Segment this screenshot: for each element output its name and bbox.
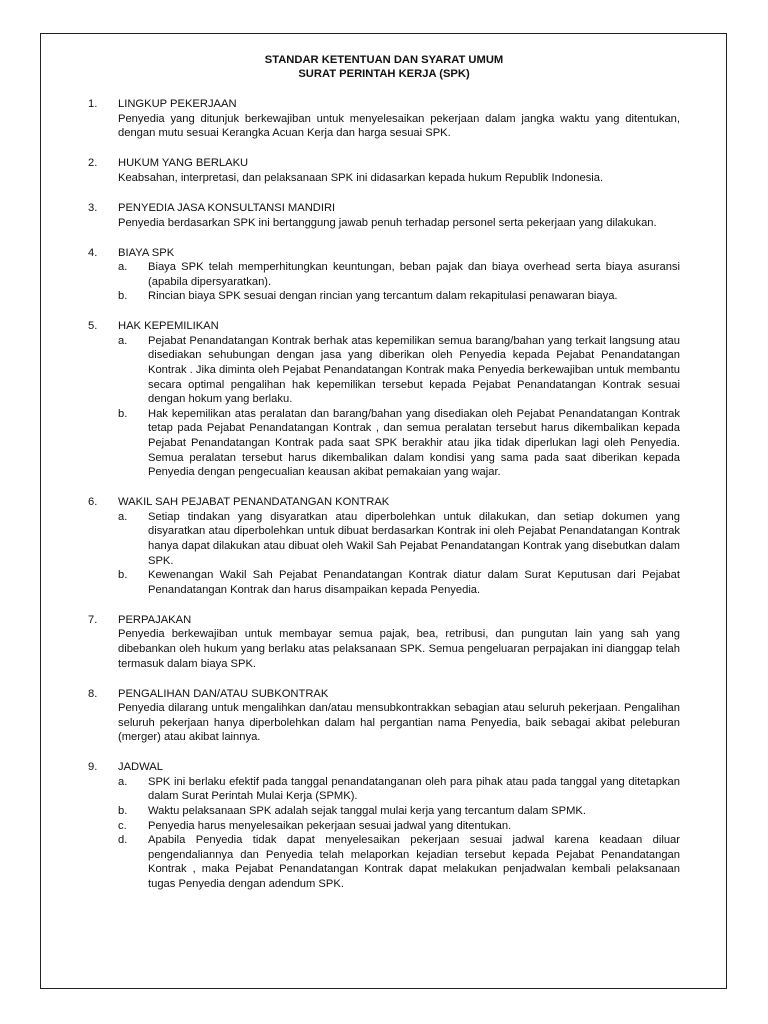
section-number: 1. <box>88 98 98 111</box>
section-number: 9. <box>88 761 98 774</box>
list-item <box>118 804 680 819</box>
list-item <box>118 510 680 568</box>
section-paragraph: Keabsahan, interpretasi, dan pelaksanaan SPK ini didasarkan kepada hukum Republik Indonesia. <box>118 171 604 184</box>
section-title: HAK KEPEMILIKAN <box>118 320 219 333</box>
section-title: LINGKUP PEKERJAAN <box>118 98 237 111</box>
section-1 <box>88 97 680 141</box>
list-item-letter: b. <box>118 569 128 582</box>
list-item-letter: d. <box>118 834 128 847</box>
section-5 <box>88 319 680 480</box>
section-6 <box>88 495 680 597</box>
section-title: BIAYA SPK <box>118 246 175 259</box>
list-item-letter: a. <box>118 334 128 347</box>
section-number: 4. <box>88 246 98 259</box>
list-item-text: SPK ini berlaku efektif pada tanggal penandatanganan oleh para pihak atau pada tanggal yang ditetapkan dalam Surat Perintah Mulai Kerja (SPMK). <box>148 775 680 803</box>
list-item <box>118 289 680 304</box>
section-paragraph: Penyedia berdasarkan SPK ini bertanggung jawab penuh terhadap personel serta pekerjaan yang dilakukan. <box>118 216 657 229</box>
section-title: WAKIL SAH PEJABAT PENANDATANGAN KONTRAK <box>118 496 390 509</box>
list-item <box>118 260 680 289</box>
section-number: 2. <box>88 157 98 170</box>
section-paragraph: Penyedia berkewajiban untuk membayar semua pajak, bea, retribusi, dan pungutan lain yang sah yang dibebankan oleh hukum yang berlaku atas pelaksanaan SPK. Semua pengeluaran perpajakan ini dianggap telah termasuk dalam biaya SPK. <box>118 628 680 670</box>
title-line-2: SURAT PERINTAH KERJA (SPK) <box>298 67 470 80</box>
list-item-letter: a. <box>118 510 128 523</box>
list-item-text: Setiap tindakan yang disyaratkan atau diperbolehkan untuk dilakukan, dan setiap dokumen yang disyaratkan atau diperbolehkan untuk dibuat berdasarkan Kontrak ini oleh Pejabat Penandatangan Kontrak hanya dapat dilakukan atau dibuat oleh Wakil Sah Pejabat Penandatangan Kontrak yang disebutkan dalam SPK. <box>148 510 680 567</box>
section-9 <box>88 760 680 891</box>
list-item <box>118 833 680 891</box>
list-item <box>118 819 680 834</box>
section-number: 3. <box>88 201 98 214</box>
list-item-text: Pejabat Penandatangan Kontrak berhak atas kepemilikan semua barang/bahan yang terkait langsung atau disediakan sehubungan dengan jasa yang diberikan oleh Penyedia kepada Pejabat Penandatangan Kontrak . Jika diminta oleh Pejabat Penandatangan Kontrak maka Penyedia berkewajiban untuk membantu secara optimal pengalihan hak kepemilikan tersebut kepada Pejabat Penandatangan Kontrak sesuai dengan hokum yang berlaku. <box>148 334 680 406</box>
section-3 <box>88 201 680 230</box>
list-item-text: Biaya SPK telah memperhitungkan keuntungan, beban pajak dan biaya overhead serta biaya asuransi (apabila dipersyaratkan). <box>148 261 680 288</box>
section-number: 6. <box>88 496 98 509</box>
section-number: 5. <box>88 320 98 333</box>
list-item <box>118 407 680 480</box>
list-item-text: Rincian biaya SPK sesuai dengan rincian yang tercantum dalam rekapitulasi penawaran biaya. <box>148 290 618 303</box>
title-line-1: STANDAR KETENTUAN DAN SYARAT UMUM <box>264 54 504 66</box>
section-number: 8. <box>88 687 98 700</box>
section-4 <box>88 246 680 304</box>
list-item <box>118 334 680 407</box>
list-item-text: Apabila Penyedia tidak dapat menyelesaikan pekerjaan sesuai jadwal karena keadaan diluar pengendaliannya dan Penyedia telah melaporkan kejadian tersebut kepada Pejabat Penandatangan Kontrak , maka Pejabat Penandatangan Kontrak dapat melakukan penjadwalan kembali pelaksanaan tugas Penyedia dengan adendum SPK. <box>148 834 680 891</box>
list-item-letter: a. <box>118 775 128 788</box>
list-item-text: Hak kepemilikan atas peralatan dan barang/bahan yang disediakan oleh Pejabat Penandatangan Kontrak tetap pada Pejabat Penandatangan Kontrak , dan semua peralatan tersebut harus dikembalikan kepada Pejabat Penandatangan Kontrak pada saat SPK berakhir atau jika tidak diperlukan lagi oleh Penyedia. Semua peralatan tersebut harus dikembalikan dalam kondisi yang sama pada saat diberikan kepada Penyedia dengan pengecualian keausan akibat pemakaian yang wajar. <box>148 407 680 479</box>
section-number: 7. <box>88 613 98 626</box>
list-item-letter: b. <box>118 290 128 303</box>
section-8 <box>88 687 680 745</box>
section-7 <box>88 613 680 671</box>
list-item <box>118 775 680 804</box>
list-item-text: Waktu pelaksanaan SPK adalah sejak tanggal mulai kerja yang tercantum dalam SPMK. <box>148 805 586 818</box>
document-title <box>88 54 680 81</box>
section-paragraph: Penyedia yang ditunjuk berkewajiban untuk menyelesaikan pekerjaan dalam jangka waktu yang ditentukan, dengan mutu sesuai Kerangka Acuan Kerja dan harga sesuai SPK. <box>118 112 680 140</box>
list-item-letter: a. <box>118 261 128 274</box>
list-item-letter: b. <box>118 407 128 420</box>
section-title: PENYEDIA JASA KONSULTANSI MANDIRI <box>118 201 336 214</box>
document-body <box>88 54 680 907</box>
section-paragraph: Penyedia dilarang untuk mengalihkan dan/atau mensubkontrakkan sebagian atau seluruh pekerjaan. Pengalihan seluruh pekerjaan hanya diperbolehkan dalam hal pergantian nama Penyedia, baik sebagai akibat peleburan (merger) atau akibat lainnya. <box>118 702 680 744</box>
sections-list <box>88 97 680 891</box>
list-item-text: Kewenangan Wakil Sah Pejabat Penandatangan Kontrak diatur dalam Surat Keputusan dari Pejabat Penandatangan Kontrak dan harus disampaikan kepada Penyedia. <box>148 569 680 596</box>
list-item-letter: c. <box>118 819 127 832</box>
section-title: PENGALIHAN DAN/ATAU SUBKONTRAK <box>118 687 329 700</box>
list-item-letter: b. <box>118 805 128 818</box>
section-title: HUKUM YANG BERLAKU <box>118 157 249 170</box>
list-item-text: Penyedia harus menyelesaikan pekerjaan sesuai jadwal yang ditentukan. <box>148 819 512 832</box>
section-2 <box>88 156 680 185</box>
list-item <box>118 568 680 597</box>
section-title: PERPAJAKAN <box>118 613 192 626</box>
section-title: JADWAL <box>118 761 163 774</box>
